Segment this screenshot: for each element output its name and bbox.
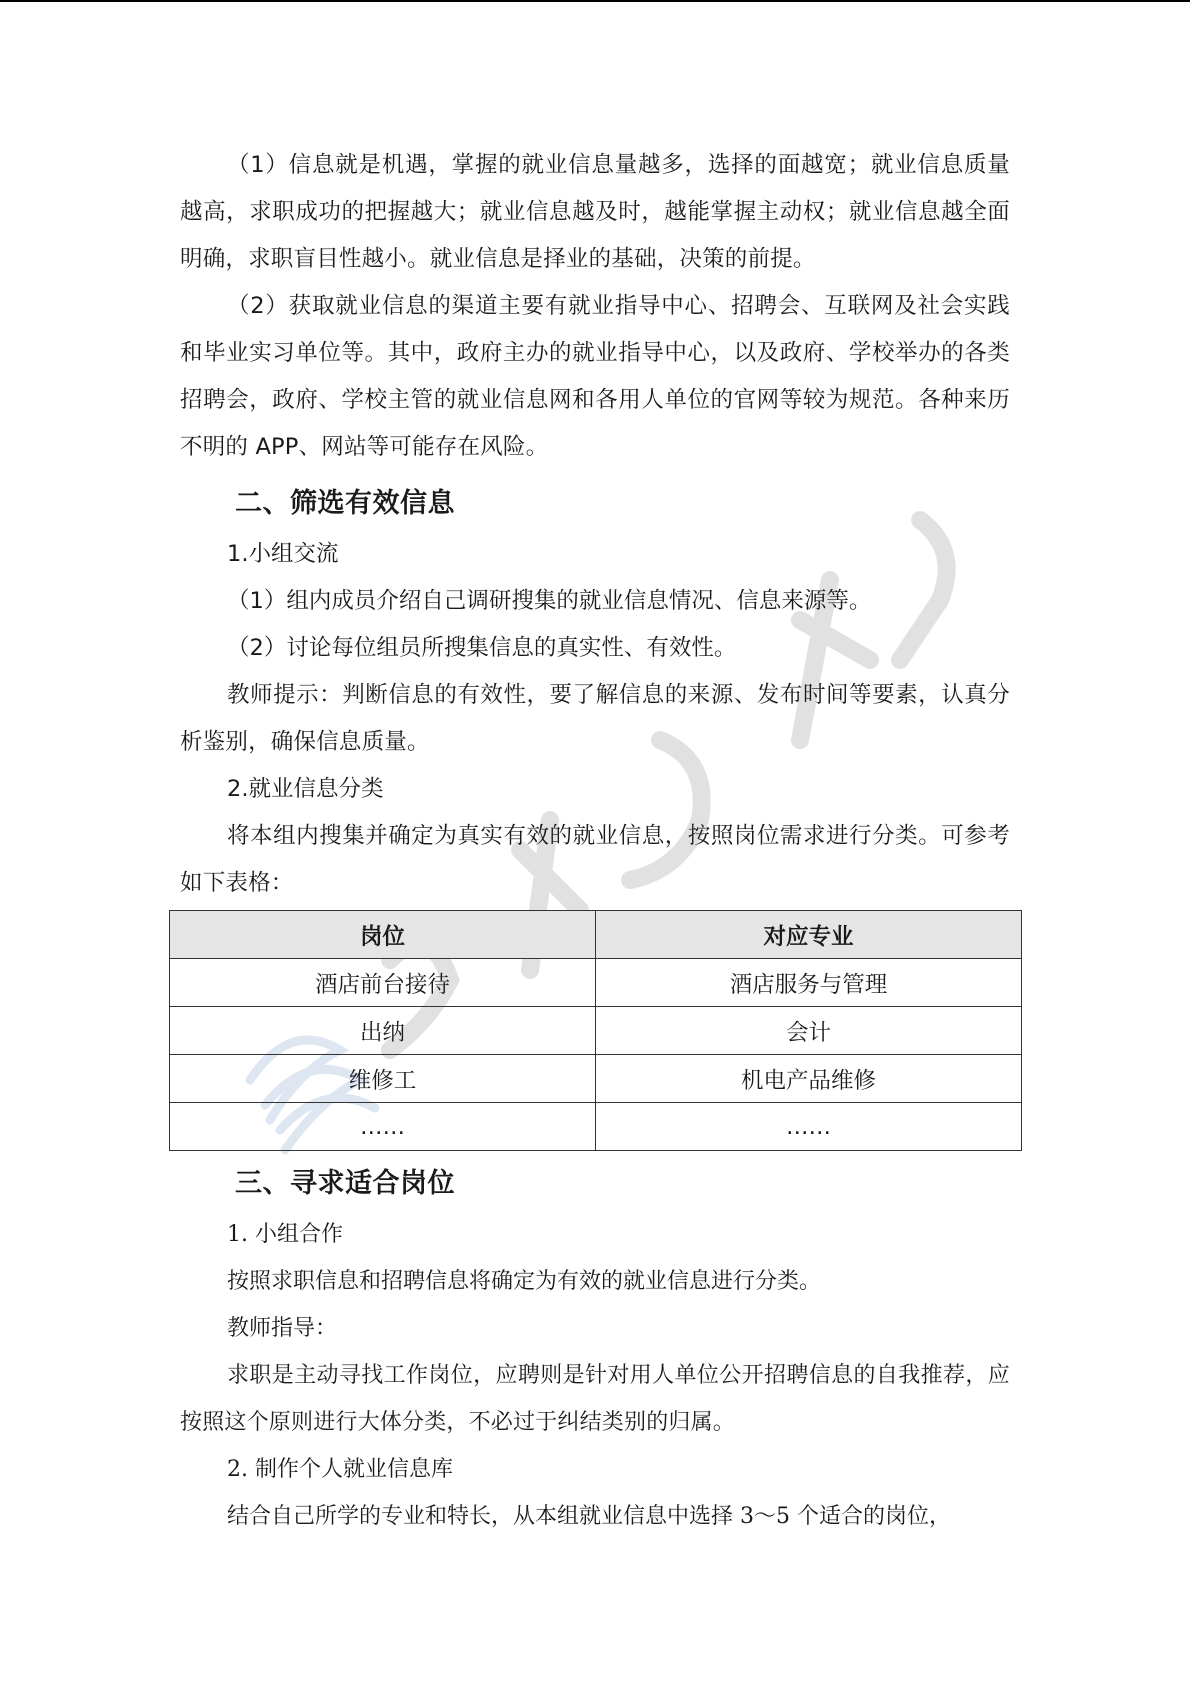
table-row [170, 1103, 1022, 1151]
table-cell-position: 酒店前台接待 [170, 959, 596, 1007]
teacher-guide-label: 教师指导： [227, 1316, 338, 1341]
job-major-table [169, 910, 1022, 1151]
table-cell-major: 机电产品维修 [596, 1055, 1022, 1103]
subsection-title-classify: 2.就业信息分类 [227, 776, 384, 802]
table-cell-position: …… [170, 1103, 596, 1151]
table-row [170, 959, 1022, 1007]
table-header-row [170, 911, 1022, 959]
paragraph-classify: 将本组内搜集并确定为真实有效的就业信息，按照岗位需求进行分类。可参考如下表格： [180, 823, 1010, 896]
paragraph-teacher-guide: 求职是主动寻找工作岗位，应聘则是针对用人单位公开招聘信息的自我推荐，应按照这个原则进行大体分类，不必过于纠结类别的归属。 [180, 1363, 1010, 1435]
subsection-title-group-work: 1. 小组合作 [227, 1222, 343, 1247]
table-cell-major: 会计 [596, 1007, 1022, 1055]
list-item-introduce: （1）组内成员介绍自己调研搜集的就业信息情况、信息来源等。 [227, 588, 872, 614]
table-header-major: 对应专业 [596, 911, 1022, 959]
top-rule [0, 0, 1190, 2]
page-content [180, 142, 1010, 1540]
list-item-discuss: （2）讨论每位组员所搜集信息的真实性、有效性。 [227, 635, 737, 661]
table-cell-position: 维修工 [170, 1055, 596, 1103]
paragraph-teacher-tip: 教师提示：判断信息的有效性，要了解信息的来源、发布时间等要素，认真分析鉴别，确保信息质量。 [180, 682, 1010, 755]
table-cell-position: 出纳 [170, 1007, 596, 1055]
paragraph-info-library: 结合自己所学的专业和特长，从本组就业信息中选择 3～5 个适合的岗位， [227, 1504, 951, 1529]
paragraph-info-channels: （2）获取就业信息的渠道主要有就业指导中心、招聘会、互联网及社会实践和毕业实习单位等。其中，政府主办的就业指导中心，以及政府、学校举办的各类招聘会，政府、学校主管的就业信息网和各用人单位的官网等较为规范。各种来历不明的 APP、网站等可能存在风险。 [180, 293, 1010, 460]
table-row [170, 1055, 1022, 1103]
table-cell-major: 酒店服务与管理 [596, 959, 1022, 1007]
table-cell-major: …… [596, 1103, 1022, 1151]
paragraph-info-value: （1）信息就是机遇，掌握的就业信息量越多，选择的面越宽；就业信息质量越高，求职成功的把握越大；就业信息越及时，越能掌握主动权；就业信息越全面明确，求职盲目性越小。就业信息是择业的基础，决策的前提。 [180, 152, 1010, 272]
subsection-title-info-library: 2. 制作个人就业信息库 [227, 1457, 453, 1482]
table-row [170, 1007, 1022, 1055]
subsection-title-group-talk: 1.小组交流 [227, 541, 339, 567]
section-heading-filter: 二、筛选有效信息 [235, 488, 455, 519]
section-heading-find-position: 三、寻求适合岗位 [235, 1168, 455, 1199]
paragraph-group-work: 按照求职信息和招聘信息将确定为有效的就业信息进行分类。 [227, 1269, 822, 1294]
table-header-position: 岗位 [170, 911, 596, 959]
